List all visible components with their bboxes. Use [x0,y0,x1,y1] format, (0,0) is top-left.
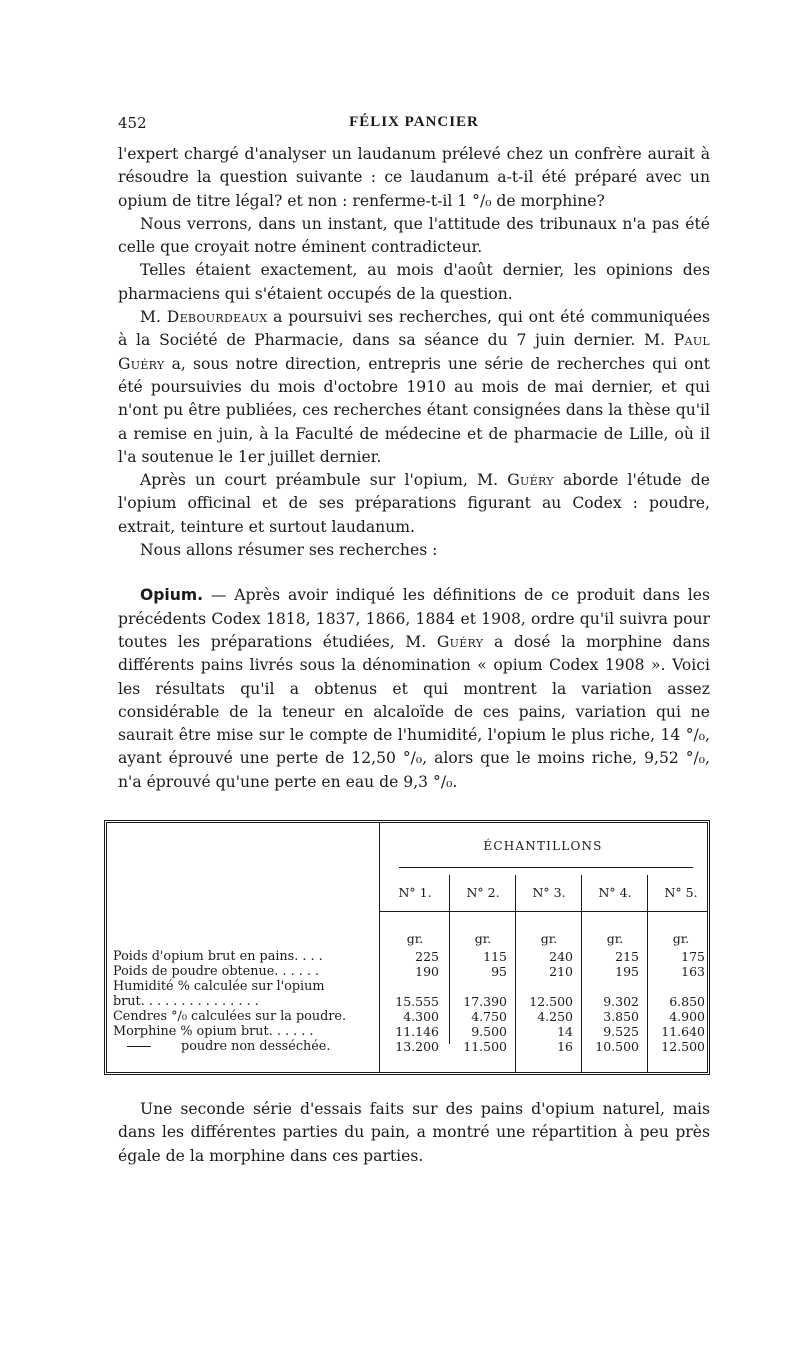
table-cell: 14 [557,1024,573,1039]
column-header-3: N° 3. [532,885,566,900]
unit-label-5: gr. [672,931,690,946]
running-title: FÉLIX PANCIER [349,114,479,130]
table-cell: 11.500 [463,1039,507,1054]
paragraph-5-text-b: aborde l'étude de l'opium officinal et de ses préparations figurant au Codex : poudre, extrait, teinture et surtout laudanum. [118,471,710,536]
unit-label-1: gr. [406,931,424,946]
table-cell: 3.850 [603,1009,639,1024]
author-paul-guery: Paul Guéry [118,331,710,373]
paragraph-7-text-b: a dosé la morphine dans différents pains livrés sous la dénomination « opium Codex 1908 ». Voici les résultats qu'il a obtenus et qui montrent la variation assez considérable de la teneur en alcaloïde de ces pains, variation qui ne saurait être mise sur le compte de l'humidité, l'opium le plus riche, 14 °/₀, ayant éprouvé une perte de 12,50 °/₀, alors que le moins riche, 9,52 °/₀, n'a éprouvé qu'une perte en eau de 9,3 °/₀. [118,632,710,791]
table-cell: 4.750 [471,1009,507,1024]
table-cell: 240 [549,949,573,964]
table-cell: 95 [491,964,507,979]
table-cell: 195 [615,964,639,979]
paragraph-6: Nous allons résumer ses recherches : [140,541,438,560]
row-label-poids-poudre: Poids de poudre obtenue. . . . . . [113,964,320,979]
paragraph-5-text-a: Après un court préambule sur l'opium, M. [140,471,508,490]
table-cell: 115 [483,949,507,964]
row-label-brut: brut. . . . . . . . . . . . . . . [113,994,259,1009]
column-divider-4 [647,875,648,1072]
table-cell: 210 [549,964,573,979]
column-header-5: N° 5. [664,885,698,900]
table-cell: 9.302 [603,994,639,1009]
row-label-morphine-poudre [113,1039,383,1054]
samples-table [104,820,710,1075]
ditto-dash [127,1046,151,1047]
column-header-4: N° 4. [598,885,632,900]
section-lead-opium: Opium. [140,586,204,605]
column-divider-1 [449,875,450,1044]
column-divider-3 [581,875,582,1072]
column-header-1: N° 1. [398,885,432,900]
author-guery: Guéry [507,471,554,490]
table-cell: 11.640 [661,1024,705,1039]
row-label-morphine-brut: Morphine % opium brut. . . . . . [113,1024,314,1039]
table-rule-header [379,911,707,912]
row-label-poids-opium: Poids d'opium brut en pains. . . . [113,949,323,964]
paragraph-4 [118,306,710,469]
table-cell: 225 [415,949,439,964]
paragraph-3: Telles étaient exactement, au mois d'août dernier, les opinions des pharmaciens qui s'étaient occupés de la question. [118,261,710,303]
table-cell: 4.300 [403,1009,439,1024]
page-header [118,114,710,136]
table-cell: 16 [557,1039,573,1054]
table-cell: 17.390 [463,994,507,1009]
row-label-humidite: Humidité % calculée sur l'opium [113,979,325,994]
table-cell: 175 [681,949,705,964]
paragraph-1: l'expert chargé d'analyser un laudanum prélevé chez un confrère aurait à résoudre la question suivante : ce laudanum a-t-il été préparé avec un opium de titre légal? et non : renferme-t-il 1 °/₀ de morphine? [118,145,710,210]
paragraph-2: Nous verrons, dans un instant, que l'attitude des tribunaux n'a pas été celle que croyait notre éminent contradicteur. [118,214,710,257]
author-debourdeaux: Debourdeaux [166,308,268,327]
paragraph-4-text-c: a, sous notre direction, entrepris une série de recherches qui ont été poursuivies du mois d'octobre 1910 au mois de mai dernier, et qui n'ont pu être publiées, ces recherches étant consignées dans la thèse qu'il a remise en juin, à la Faculté de médecine et de pharmacie de Lille, où il l'a soutenue le 1er juillet dernier. [118,354,710,466]
paragraph-7 [118,584,710,794]
table-cell: 190 [415,964,439,979]
unit-label-4: gr. [606,931,624,946]
page-number: 452 [118,114,147,132]
unit-label-3: gr. [540,931,558,946]
column-divider-2 [515,875,516,1072]
table-cell: 9.525 [603,1024,639,1039]
text-block-upper [118,143,710,794]
table-rule-top [399,867,693,868]
column-header-2: N° 2. [466,885,500,900]
paragraph-4-text-b: a poursuivi ses recherches, qui ont été communiquées à la Société de Pharmacie, dans sa séance du 7 juin dernier. M. [118,308,710,350]
row-label-cendres: Cendres °/₀ calculées sur la poudre. [113,1009,347,1024]
table-group-header: ÉCHANTILLONS [483,839,603,853]
table-cell: 215 [615,949,639,964]
table-cell: 11.146 [395,1024,439,1039]
table-cell: 9.500 [471,1024,507,1039]
table-cell: 15.555 [395,994,439,1009]
table-cell: 6.850 [669,994,705,1009]
row-label-morphine-poudre-text: poudre non desséchée. [181,1039,331,1054]
table-cell: 10.500 [595,1039,639,1054]
paragraph-8: Une seconde série d'essais faits sur des pains d'opium naturel, mais dans les différentes parties du pain, a montré une répartition à peu près égale de la morphine dans ces parties. [118,1100,710,1165]
paragraph-4-text-a: M. [140,308,167,327]
table-cell: 13.200 [395,1039,439,1054]
table-cell: 12.500 [529,994,573,1009]
table-cell: 4.900 [669,1009,705,1024]
table-cell: 12.500 [661,1039,705,1054]
paragraph-5 [118,469,710,539]
paragraph-7-text-a: — Après avoir indiqué les définitions de ce produit dans les précédents Codex 1818, 1837, 1866, 1884 et 1908, ordre qu'il suivra pour toutes les préparations étudiées, M. [118,586,710,651]
table-cell: 4.250 [537,1009,573,1024]
unit-label-2: gr. [474,931,492,946]
table-cell: 163 [681,964,705,979]
author-guery-2: Guéry [436,632,484,651]
